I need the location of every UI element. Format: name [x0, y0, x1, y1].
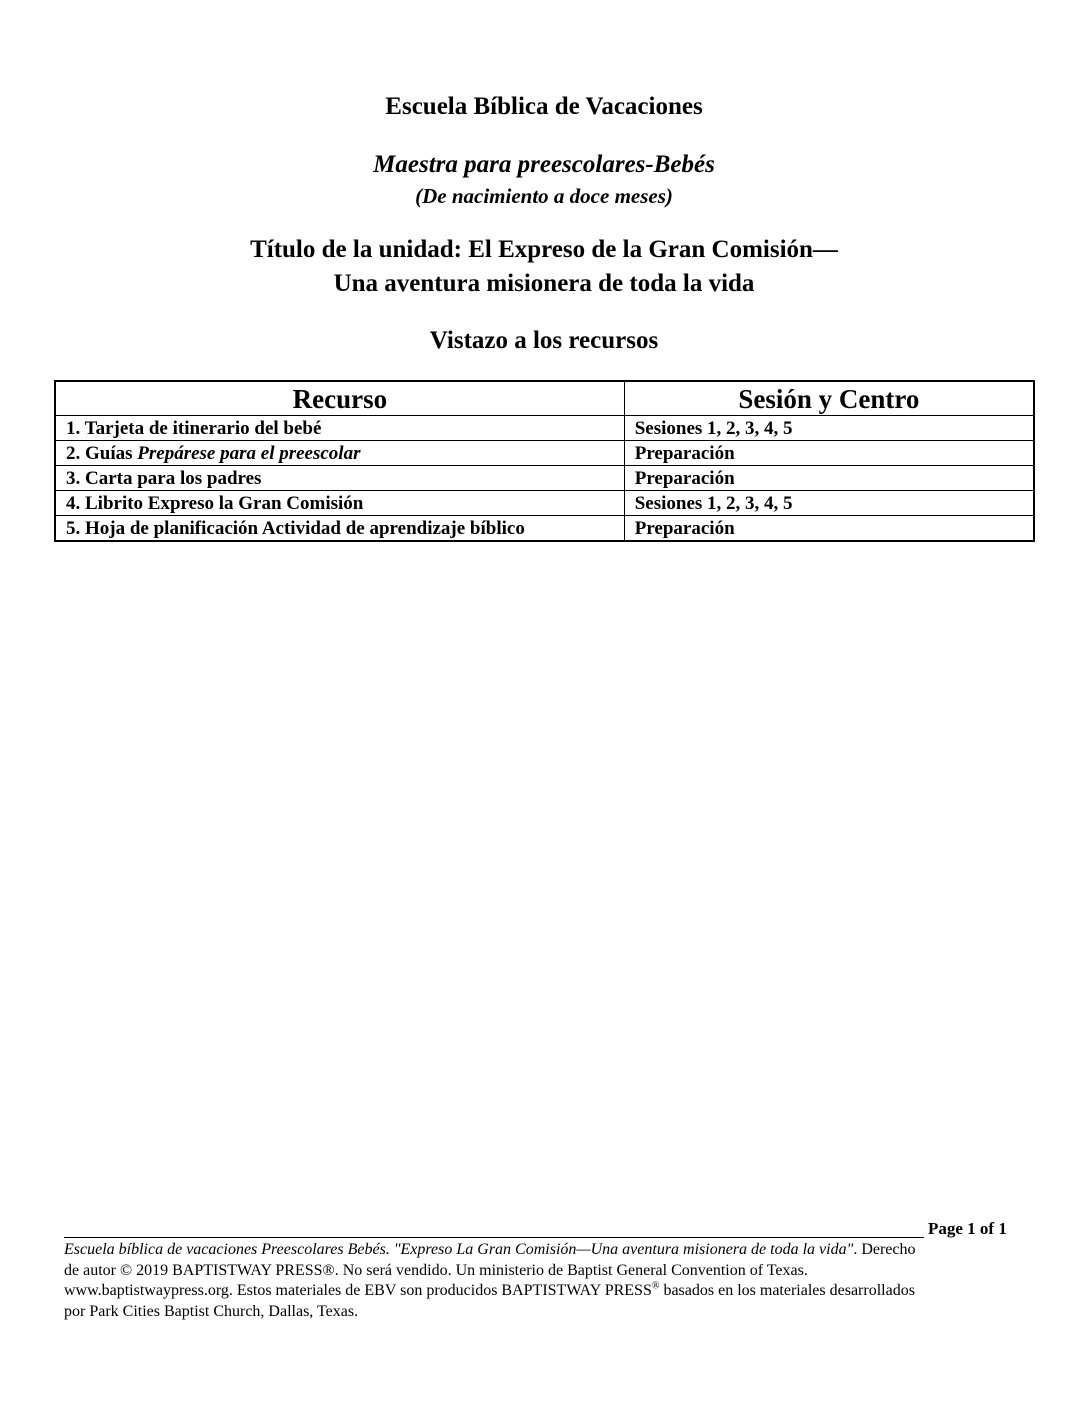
session-cell: Sesiones 1, 2, 3, 4, 5 — [624, 416, 1034, 441]
table-row — [55, 516, 1034, 542]
footer-text-segment: basados en los materiales desarrollados — [659, 1282, 915, 1299]
resource-italic-title: Prepárese para el preescolar — [137, 442, 361, 464]
unit-title — [0, 233, 1088, 301]
table-row — [55, 416, 1034, 441]
unit-title-line1: Título de la unidad: El Expreso de la Gran Comisión— — [250, 236, 838, 263]
table-row — [55, 441, 1034, 466]
footer-line — [64, 1302, 1024, 1323]
footer-text-segment: . Derecho — [853, 1241, 916, 1258]
footer-citation: Escuela bíblica de vacaciones Preescolares Bebés. "Expreso La Gran Comisión—Una aventura misionera de toda la vida" — [64, 1241, 854, 1258]
resource-table — [54, 380, 1035, 542]
unit-title-line2: Una aventura misionera de toda la vida — [333, 270, 755, 297]
session-cell: Preparación — [624, 441, 1034, 466]
footer-text-segment: de autor © 2019 BAPTISTWAY PRESS®. No será vendido. Un ministerio de Baptist General Convention of Texas. — [64, 1261, 808, 1279]
footer-line — [64, 1281, 1024, 1302]
section-heading: Vistazo a los recursos — [429, 327, 659, 354]
resource-cell: 1. Tarjeta de itinerario del bebé — [55, 416, 624, 441]
age-range: (De nacimiento a doce meses) — [415, 184, 673, 208]
resource-cell — [55, 441, 624, 466]
session-cell: Preparación — [624, 516, 1034, 542]
column-header-session: Sesión y Centro — [624, 381, 1034, 416]
table-row — [55, 491, 1034, 516]
registered-mark: ® — [651, 1280, 660, 1292]
table-row — [55, 466, 1034, 491]
resource-cell: 3. Carta para los padres — [55, 466, 624, 491]
table-header-row — [55, 381, 1034, 416]
document-subtitle: Maestra para preescolares-Bebés — [373, 151, 715, 178]
session-cell: Preparación — [624, 466, 1034, 491]
resource-prefix: 2. Guías — [66, 442, 138, 464]
footer-text-segment: www.baptistwaypress.org. Estos materiales de EBV son producidos BAPTISTWAY PRESS — [64, 1282, 652, 1299]
column-header-resource: Recurso — [55, 381, 624, 416]
footer-divider — [64, 1237, 924, 1238]
footer-text-segment: por Park Cities Baptist Church, Dallas, Texas. — [64, 1302, 359, 1320]
session-cell: Sesiones 1, 2, 3, 4, 5 — [624, 491, 1034, 516]
footer-copyright — [64, 1240, 1024, 1322]
footer-line — [64, 1240, 1024, 1261]
resource-cell: 5. Hoja de planificación Actividad de aprendizaje bíblico — [55, 516, 624, 542]
footer-line — [64, 1261, 1024, 1282]
resource-cell: 4. Librito Expreso la Gran Comisión — [55, 491, 624, 516]
page-number: Page 1 of 1 — [928, 1219, 1007, 1238]
document-title: Escuela Bíblica de Vacaciones — [385, 93, 703, 120]
